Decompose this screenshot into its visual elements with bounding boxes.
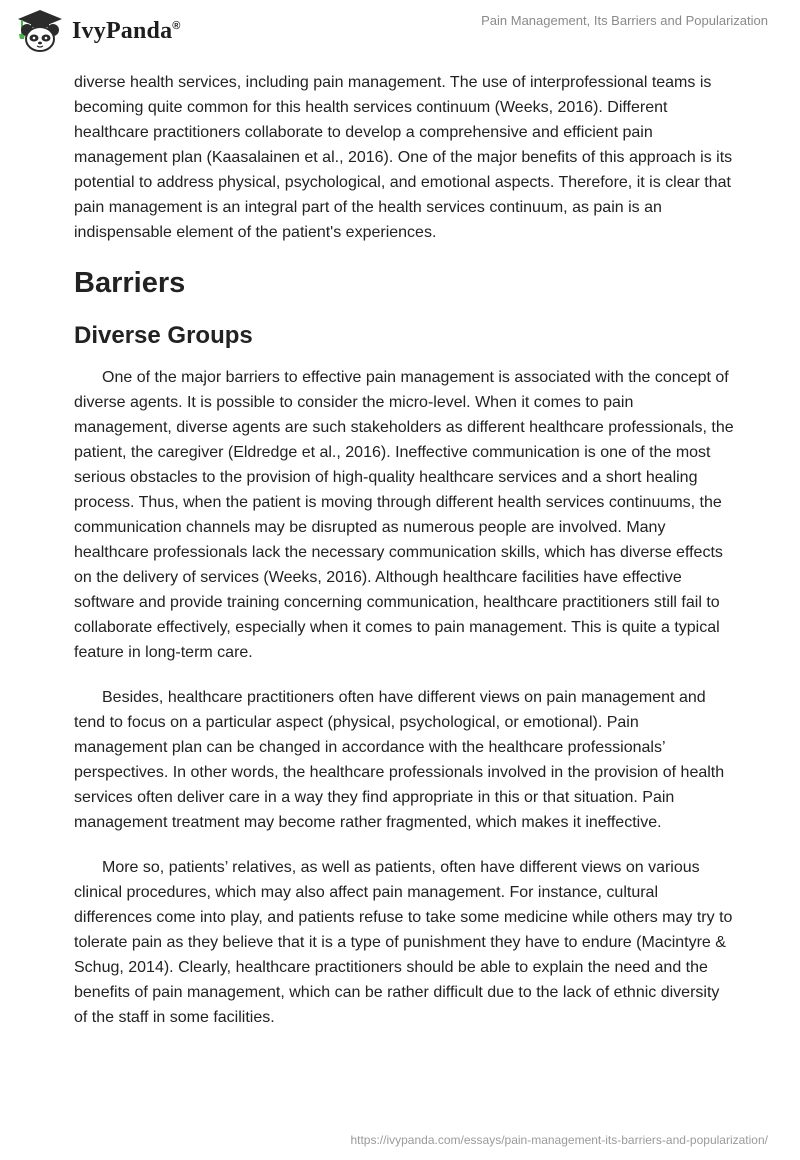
subsection-heading-diverse-groups: Diverse Groups	[74, 322, 253, 349]
section-heading-barriers: Barriers	[74, 267, 186, 299]
source-url[interactable]: https://ivypanda.com/essays/pain-management-its-barriers-and-popularization/	[350, 1133, 768, 1147]
paragraph: More so, patients’ relatives, as well as patients, often have different views on various clinical procedures, which may also affect pain management. For instance, cultural differences come into play, and patients refuse to take some medicine while others may try to tolerate pain as they believe that it is a type of punishment they have to endure (Macintyre & Schug, 2014). Clearly, healthcare practitioners should be able to explain the need and the benefits of pain management, which can be rather difficult due to the lack of ethnic diversity of the staff in some facilities.	[74, 859, 733, 1026]
intro-paragraph: diverse health services, including pain management. The use of interprofessional teams is becoming quite common for this health services continuum (Weeks, 2016). Different healthcare practitioners collaborate to develop a comprehensive and efficient pain management plan (Kaasalainen et al., 2016). One of the major benefits of this approach is its potential to address physical, psychological, and emotional aspects. Therefore, it is clear that pain management is an integral part of the health services continuum, as pain is an indispensable element of the patient's experiences.	[74, 74, 733, 241]
paragraph: One of the major barriers to effective pain management is associated with the concept of diverse agents. It is possible to consider the micro-level. When it comes to pain management, diverse agents are such stakeholders as different healthcare professionals, the patient, the caregiver (Eldredge et al., 2016). Ineffective communication is one of the most serious obstacles to the provision of high-quality healthcare services and a short healing process. Thus, when the patient is moving through different health services continuums, the communication channels may be disrupted as numerous people are involved. Many healthcare professionals lack the necessary communication skills, which has diverse effects on the delivery of services (Weeks, 2016). Although healthcare facilities have effective software and provide training concerning communication, healthcare practitioners still fail to collaborate effectively, especially when it comes to pain management. This is quite a typical feature in long-term care.	[74, 369, 734, 661]
panda-graduate-icon	[14, 8, 66, 54]
paragraph: Besides, healthcare practitioners often have different views on pain management and tend to focus on a particular aspect (physical, psychological, or emotional). Pain management plan can be changed in accordance with the healthcare professionals’ perspectives. In other words, the healthcare professionals involved in the provision of health services often deliver care in a way they find appropriate in this or that situation. Pain management treatment may become rather fragmented, which makes it ineffective.	[74, 689, 725, 831]
brand-logo[interactable]	[14, 8, 181, 54]
brand-name: IvyPanda®	[72, 17, 181, 44]
document-title: Pain Management, Its Barriers and Popularization	[481, 13, 768, 28]
registered-mark: ®	[172, 19, 181, 32]
page-header	[0, 0, 800, 64]
essay-body	[74, 70, 734, 1050]
